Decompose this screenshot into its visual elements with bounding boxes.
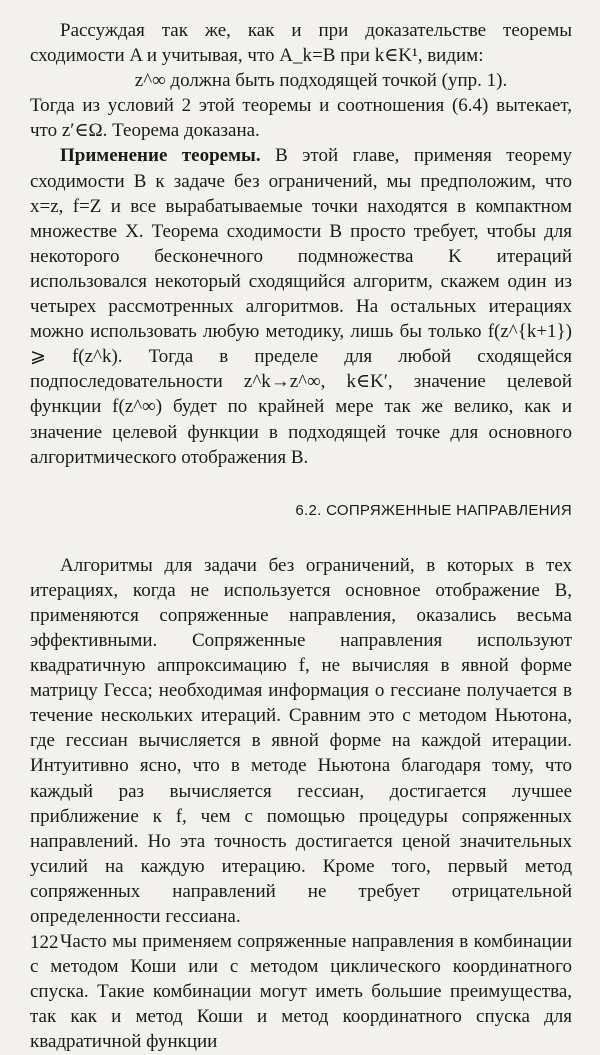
paragraph-combinations: Часто мы применяем сопряженные направления в комбинации с методом Коши или с методом циклического координатного спуска. Такие комбинации могут иметь большие преимущества, так как и метод Коши и метод координатного спуска для квадратичной функции (30, 931, 572, 1053)
paragraph-lead-heading: Применение теоремы. (60, 145, 261, 167)
paragraph-conjugate-directions: Алгоритмы для задачи без ограничений, в которых в тех итерациях, когда не используется основное отображение B, применяются сопряженные направления, оказались весьма эффективными. Сопряженные направления используют квадратичную аппроксимацию f, не вычисляя в явной форме матрицу Гесса; необходимая информация о гессиане получается в течение нескольких итераций. Сравним это с методом Ньютона, где гессиан вычисляется в явной форме на каждой итерации. Интуитивно ясно, что в методе Ньютона благодаря тому, что каждый раз вычисляется гессиан, достигается лучшее приближение к f, чем с помощью процедуры сопряженных направлений. Но эта точность достигается ценой значительных усилий на каждую итерацию. Кроме того, первый метод сопряженных направлений не требует отрицательной определенности гессиана. (30, 554, 572, 927)
centered-statement: z^∞ должна быть подходящей точкой (упр. 1). (134, 70, 508, 92)
paragraph-application (30, 143, 572, 469)
paragraph-proof-continuation: Рассуждая так же, как и при доказательстве теоремы сходимости A и учитывая, что A_k=B при k∈K¹, видим: (30, 20, 572, 67)
paragraph-proof-end: Тогда из условий 2 этой теоремы и соотношения (6.4) вытекает, что z′∈Ω. Теорема доказана. (30, 95, 572, 142)
section-heading: 6.2. СОПРЯЖЕННЫЕ НАПРАВЛЕНИЯ (295, 501, 572, 519)
page-number: 122 (30, 932, 59, 953)
paragraph-application-text: В этой главе, применяя теорему сходимости B к задаче без ограничений, мы предположим, что x=z, f=Z и все вырабатываемые точки находятся в компактном множестве X. Теорема сходимости B просто требует, чтобы для некоторого бесконечного подмножества K итераций использовался некоторый сходящийся алгоритм, скажем один из четырех рассмотренных алгоритмов. На остальных итерациях можно использовать любую методику, лишь бы только f(z^{k+1}) ⩾ f(z^k). Тогда в пределе для любой сходящейся подпоследовательности z^k→z^∞, k∈K′, значение целевой функции f(z^∞) будет по крайней мере так же велико, как и значение целевой функции в подходящей точке для основного алгоритмического отображения B. (30, 145, 573, 468)
page-body (30, 18, 572, 1055)
